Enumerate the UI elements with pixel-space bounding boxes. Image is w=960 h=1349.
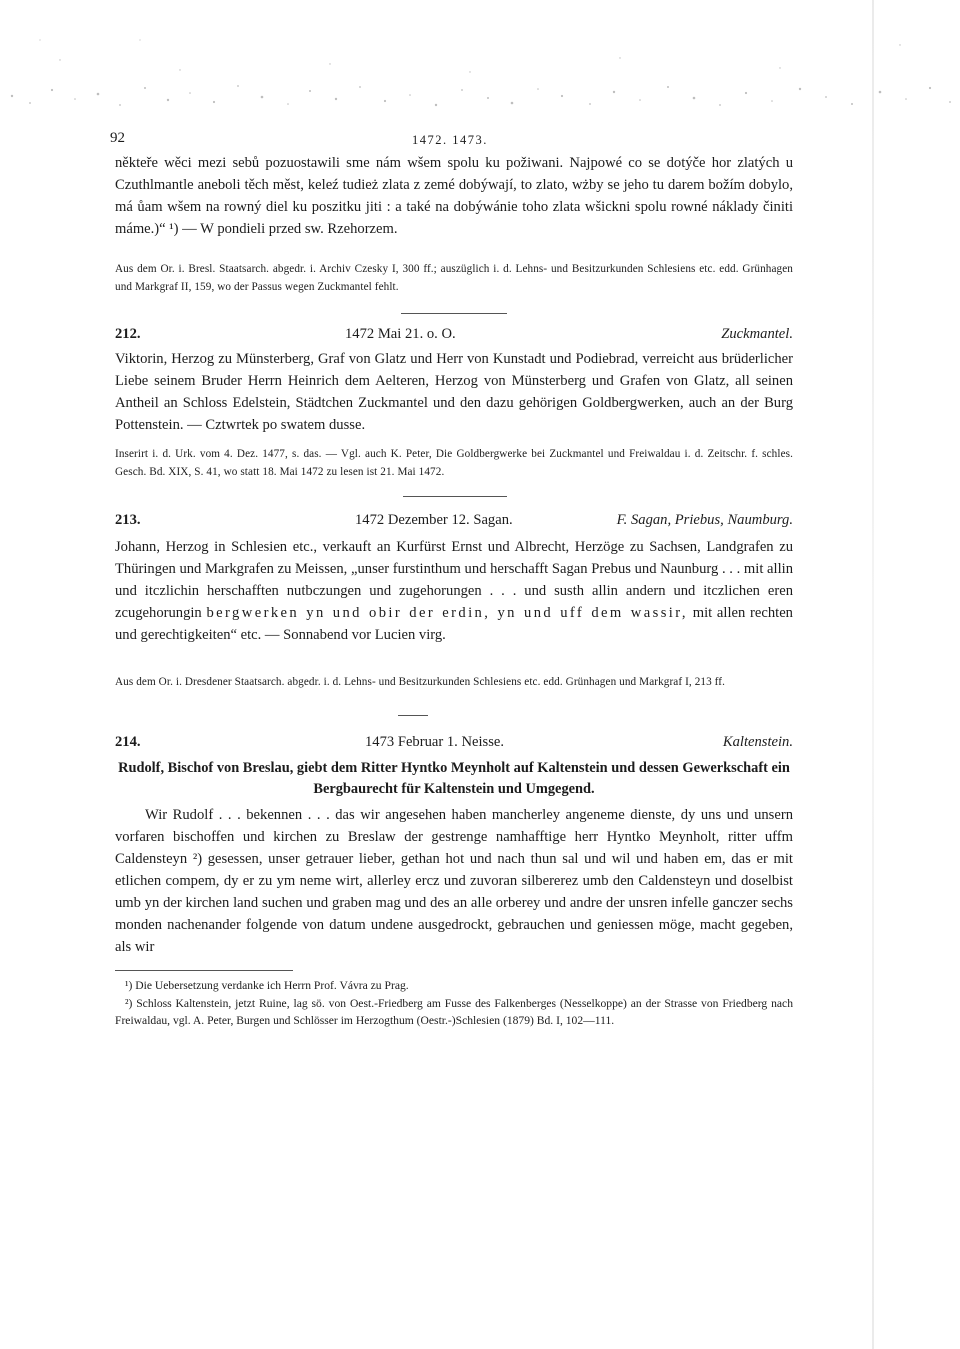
- entry-213-text: [115, 536, 793, 646]
- entry-number: 213.: [115, 512, 141, 528]
- entry-date: 1472 Dezember 12. Sagan.: [355, 512, 513, 528]
- entry-place: F. Sagan, Priebus, Naumburg.: [616, 512, 793, 528]
- entry-213-header: [115, 512, 793, 534]
- entry-number: 212.: [115, 326, 141, 342]
- source-note: Aus dem Or. i. Bresl. Staatsarch. abgedr. i. Archiv Czesky I, 300 ff.; auszüglich i. d. Lehns- und Besitzurkunden Schlesiens etc. edd. Grünhagen und Markgraf II, 159, wo der Passus wegen Zuckmantel fehlt.: [115, 263, 793, 293]
- running-title: 1472. 1473.: [412, 133, 488, 147]
- entry-text-start: Johann, Herzog in Schlesien etc., verkauft an Kurfürst Ernst und Albrecht, Herzöge zu Sachsen, Landgrafen zu Thüringen und Markgrafen zu Meissen, „unser furstinthum und herschafft Sagan Prebus und Naunburg . . . mit allin und itczlichin herschafften nutbczungen und zugehorungen . . . und susth allin andern und itczlichen eren zcugehorungin: [115, 539, 793, 621]
- separator: [403, 496, 507, 497]
- entry-212-header: [115, 326, 793, 348]
- scan-edge-line: [872, 0, 874, 1349]
- entry-text-spaced: bergwerken yn und obir der erdin, yn und uff dem wassir,: [206, 605, 688, 621]
- entry-214-title: Rudolf, Bischof von Breslau, giebt dem Ritter Hyntko Meynholt auf Kaltenstein und dessen Gewerkschaft ein Bergbaurecht für Kaltenstein und Umgegend.: [118, 760, 790, 797]
- footnote-2: ²) Schloss Kaltenstein, jetzt Ruine, lag sö. von Oest.-Friedberg am Fusse des Falkenberges (Nesselkoppe) an der Strasse von Friedberg nach Freiwaldau, vgl. A. Peter, Burgen und Schlösser im Herzogthum (Oestr.-)Schlesien (1879) Bd. I, 102—111.: [115, 997, 793, 1027]
- entry-place: Kaltenstein.: [722, 734, 793, 750]
- entry-number: 214.: [115, 734, 141, 750]
- separator: [401, 313, 507, 314]
- scan-noise-band: [0, 0, 960, 130]
- page-number: 92: [110, 130, 125, 146]
- entry-date: 1473 Februar 1. Neisse.: [365, 734, 505, 750]
- entry-date: 1472 Mai 21. o. O.: [345, 326, 456, 342]
- separator: [398, 715, 428, 716]
- entry-place: Zuckmantel.: [721, 326, 793, 342]
- entry-212-text: Viktorin, Herzog zu Münsterberg, Graf von Glatz und Herr von Kunstadt und Podiebrad, verreicht aus brüderlicher Liebe seinem Bruder Herrn Heinrich dem Aelteren, Herzog von Münsterberg und Grafen von Glatz, all seinen Antheil an Schloss Edelstein, Städtchen Zuckmantel und den dazu gehörigen Goldbergwerken, auch an der Burg Pottenstein. — Cztwrtek po swatem dusse.: [115, 351, 793, 433]
- entry-text-end: mit allen rechten und gerechtigkeiten“ etc. — Sonnabend vor Lucien virg.: [115, 605, 793, 643]
- continuation-text: někteře wěci mezi sebů pozuostawili sme nám wšem spolu ku požiwani. Najpowé co se dotýče hor zlatých u Czuthlmantle aneboli těch měst, keleź tudież zlata z zemé dobýwají, to zlato, wżby se jeho tu darem božím dobylo, má ůam wšem na rowný diel ku poszitku jiti : a také na dobýwánie toho zlata wšickni spolu rowné náklady činiti máme.)“ ¹) — W pondieli przed sw. Rzehorzem.: [115, 155, 793, 237]
- entry-214-text: Wir Rudolf . . . bekennen . . . das wir angesehen haben mancherley angeneme dienste, dy uns und unsern vorfaren bischoffen und kirchen zu Breslaw der gestrenge namhafftige herr Hyntko Meynholt, ritter uffm Caldensteyn ²) gesessen, unser getrauer lieber, gethan hot und nach thun sal und wil und haben em, das er mit etlichen compem, dy er zu ym neme wirt, allerley ercz und zuvoran silbererez umb den Caldensteyn und doselbist umb yn der kirchen land suchen und graben mag und des an alle orberey und andre der unsren infelle ganczer sechs monden nachenander folgende von datum undene ausgedrockt, gebrauchen und geniessen möge, macht gegeben, als wir: [115, 807, 793, 955]
- footnote-rule: [115, 970, 293, 971]
- entry-213-note: Aus dem Or. i. Dresdener Staatsarch. abgedr. i. d. Lehns- und Besitzurkunden Schlesiens etc. edd. Grünhagen und Markgraf I, 213 ff.: [115, 676, 726, 688]
- footnote-1: ¹) Die Uebersetzung verdanke ich Herrn Prof. Vávra zu Prag.: [125, 979, 409, 992]
- entry-214-header: [115, 734, 793, 756]
- entry-212-note: Inserirt i. d. Urk. vom 4. Dez. 1477, s. das. — Vgl. auch K. Peter, Die Goldbergwerke bei Zuckmantel und Freiwaldau i. d. Zeitschr. f. schles. Gesch. Bd. XIX, S. 41, wo statt 18. Mai 1472 zu lesen ist 21. Mai 1472.: [115, 448, 793, 478]
